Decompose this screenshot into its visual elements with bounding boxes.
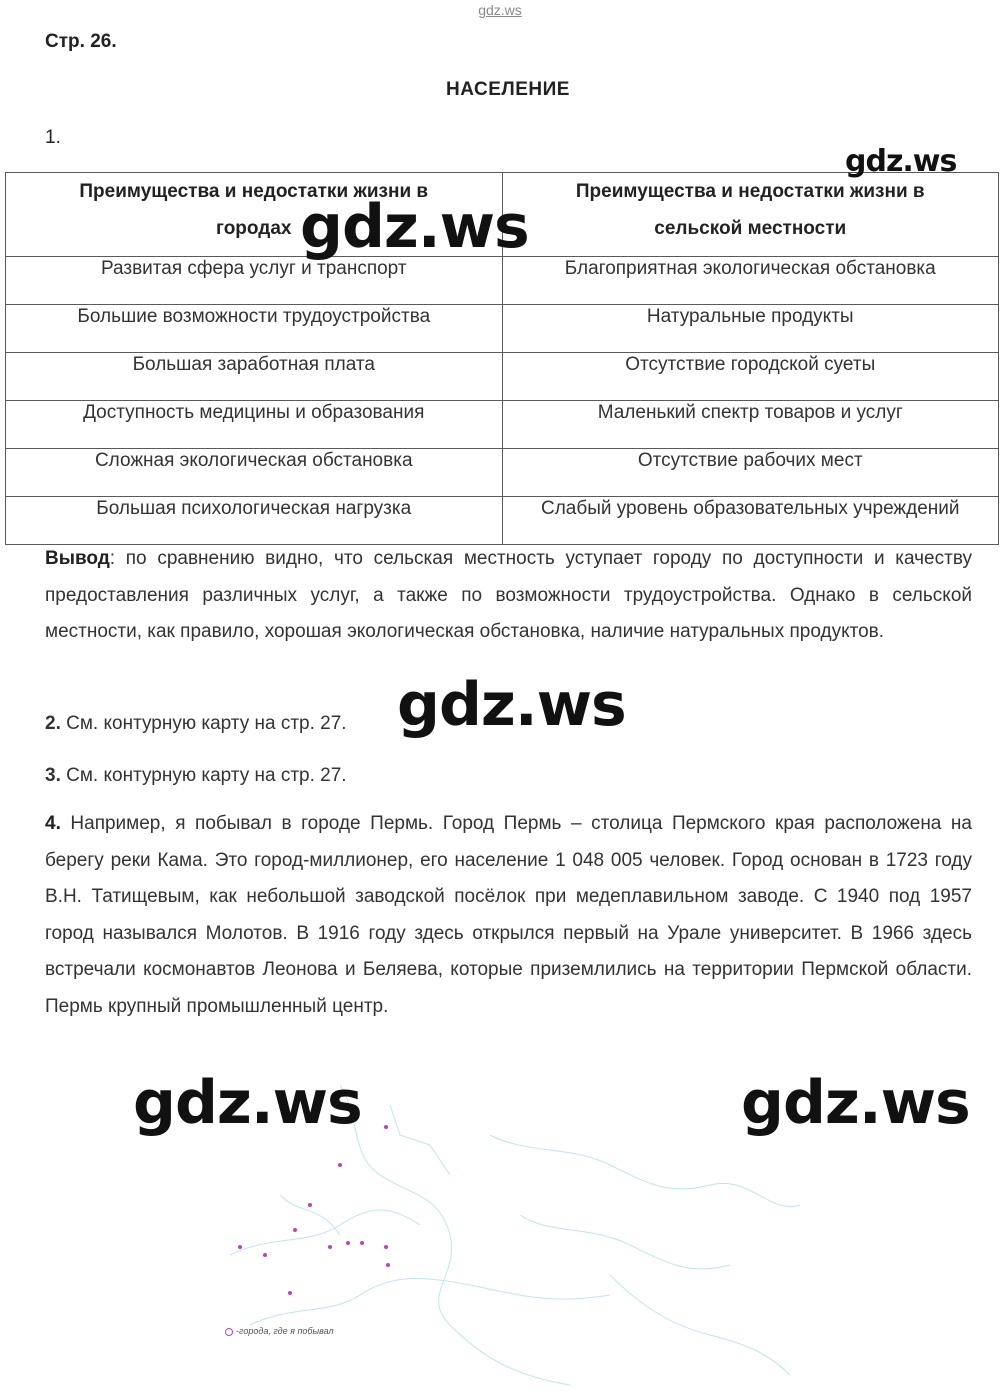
cell-city: Большая психологическая нагрузка [6,497,503,545]
task-3-text: См. контурную карту на стр. 27. [60,765,347,786]
table-row [6,401,999,449]
watermark: gdz.ws [300,192,529,262]
cell-village: Отсутствие рабочих мест [502,449,999,497]
cell-city: Сложная экологическая обстановка [6,449,503,497]
header-city: Преимущества и недостатки жизни в городах [6,173,503,257]
task-4-text: Например, я побывал в городе Пермь. Город Пермь – столица Пермского края расположена на берегу реки Кама. Это город-миллионер, его население 1 048 005 человек. Город основан в 1723 году В.Н. Татищевым, как небольшой заводской посёлок при медеплавильном заводе. С 1940 под 1957 город назывался Молотов. В 1916 году здесь открылся первый на Урале университет. В 1966 здесь встречали космонавтов Леонова и Беляева, которые приземлились на территории Пермской области. Пермь крупный промышленный центр. [45,813,972,1017]
map-city-point [384,1125,388,1129]
cell-village: Натуральные продукты [502,305,999,353]
watermark: gdz.ws [397,670,626,740]
table-row [6,497,999,545]
task-2-number: 2. [45,713,61,734]
map-city-point [346,1241,350,1245]
task-4-paragraph [45,806,972,1026]
cell-village: Маленький спектр товаров и услуг [502,401,999,449]
task-3-number: 3. [45,765,61,786]
cell-city: Большая заработная плата [6,353,503,401]
map-legend: -города, где я побывал [225,1326,334,1336]
table-row [6,449,999,497]
conclusion-label: Вывод [45,548,110,569]
section-title: НАСЕЛЕНИЕ [446,79,570,100]
table-row [6,353,999,401]
map-city-point [238,1245,242,1249]
watermark: gdz.ws [845,144,957,179]
conclusion-paragraph [45,541,972,651]
cell-city: Большие возможности трудоустройства [6,305,503,353]
task-3 [45,765,347,787]
task-2 [45,713,347,735]
table-row [6,305,999,353]
conclusion-text: : по сравнению видно, что сельская местность уступает городу по доступности и качеству предоставления различных услуг, а также по возможности трудоустройства. Однако в сельской местности, как правило, хорошая экологическая обстановка, наличие натуральных продуктов. [45,548,972,643]
task-1-number: 1. [45,127,61,148]
page-reference: Стр. 26. [45,31,117,52]
map-city-point [308,1203,312,1207]
cell-city: Доступность медицины и образования [6,401,503,449]
map-city-point [263,1253,267,1257]
task-4-number: 4. [45,813,61,834]
task-2-text: См. контурную карту на стр. 27. [60,713,347,734]
table-row [6,257,999,305]
map-city-point [386,1263,390,1267]
map-city-point [360,1241,364,1245]
legend-dot-icon [225,1328,233,1336]
watermark: gdz.ws [741,1068,970,1138]
map-city-point [338,1163,342,1167]
map-city-point [384,1245,388,1249]
cell-village: Слабый уровень образовательных учреждений [502,497,999,545]
header-village: Преимущества и недостатки жизни в сельской местности [502,173,999,257]
watermark: gdz.ws [133,1068,362,1138]
cell-city: Развитая сфера услуг и транспорт [6,257,503,305]
map-city-point [288,1291,292,1295]
map-city-point [328,1245,332,1249]
cell-village: Благоприятная экологическая обстановка [502,257,999,305]
map-city-point [293,1228,297,1232]
top-watermark: gdz.ws [478,2,522,18]
cell-village: Отсутствие городской суеты [502,353,999,401]
